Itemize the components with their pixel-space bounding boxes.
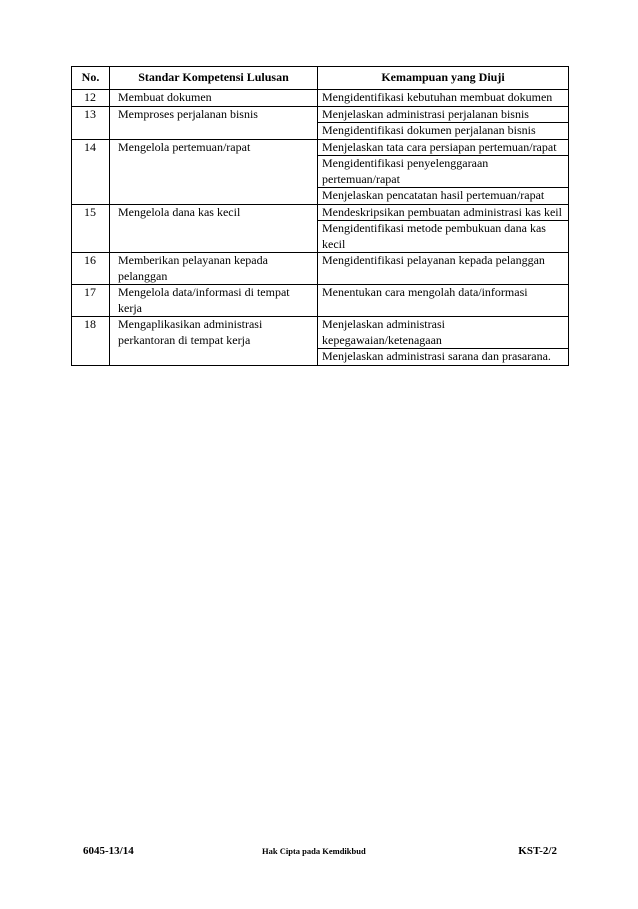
row-number: 13 — [72, 106, 110, 139]
kemampuan-cell: Mengidentifikasi metode pembukuan dana kas kecil — [318, 221, 569, 253]
kemampuan-cell: Mengidentifikasi dokumen perjalanan bisnis — [318, 123, 569, 140]
standar-kompetensi-cell: Membuat dokumen — [110, 90, 318, 107]
competency-table — [71, 66, 569, 366]
kemampuan-cell: Menjelaskan pencatatan hasil pertemuan/rapat — [318, 188, 569, 205]
copyright-notice: Hak Cipta pada Kemdikbud — [262, 846, 366, 856]
row-number: 12 — [72, 90, 110, 107]
standar-kompetensi-cell: Mengelola dana kas kecil — [110, 204, 318, 253]
table-row — [72, 90, 569, 107]
kemampuan-cell: Menentukan cara mengolah data/informasi — [318, 285, 569, 317]
page-footer — [83, 845, 557, 861]
table-row — [72, 106, 569, 123]
page-number: KST-2/2 — [518, 845, 557, 857]
row-number: 18 — [72, 317, 110, 366]
header-standar-kompetensi: Standar Kompetensi Lulusan — [110, 67, 318, 90]
row-number: 17 — [72, 285, 110, 317]
kemampuan-cell: Mengidentifikasi kebutuhan membuat dokumen — [318, 90, 569, 107]
kemampuan-cell: Mengidentifikasi penyelenggaraan pertemuan/rapat — [318, 156, 569, 188]
row-number: 14 — [72, 139, 110, 204]
kemampuan-cell: Menjelaskan administrasi perjalanan bisnis — [318, 106, 569, 123]
header-kemampuan-diuji: Kemampuan yang Diuji — [318, 67, 569, 90]
row-number: 15 — [72, 204, 110, 253]
table-row — [72, 253, 569, 285]
table-row — [72, 139, 569, 156]
kemampuan-cell: Mendeskripsikan pembuatan administrasi kas keil — [318, 204, 569, 221]
kemampuan-cell: Mengidentifikasi pelayanan kepada pelanggan — [318, 253, 569, 285]
header-no: No. — [72, 67, 110, 90]
table-row — [72, 285, 569, 317]
kemampuan-cell: Menjelaskan administrasi sarana dan prasarana. — [318, 349, 569, 366]
document-code: 6045-13/14 — [83, 845, 134, 857]
standar-kompetensi-cell: Mengelola data/informasi di tempat kerja — [110, 285, 318, 317]
standar-kompetensi-cell: Memberikan pelayanan kepada pelanggan — [110, 253, 318, 285]
kemampuan-cell: Menjelaskan administrasi kepegawaian/ketenagaan — [318, 317, 569, 349]
standar-kompetensi-cell: Memproses perjalanan bisnis — [110, 106, 318, 139]
table-header-row — [72, 67, 569, 90]
standar-kompetensi-cell: Mengelola pertemuan/rapat — [110, 139, 318, 204]
row-number: 16 — [72, 253, 110, 285]
table-row — [72, 317, 569, 349]
table-row — [72, 204, 569, 221]
kemampuan-cell: Menjelaskan tata cara persiapan pertemuan/rapat — [318, 139, 569, 156]
standar-kompetensi-cell: Mengaplikasikan administrasi perkantoran di tempat kerja — [110, 317, 318, 366]
